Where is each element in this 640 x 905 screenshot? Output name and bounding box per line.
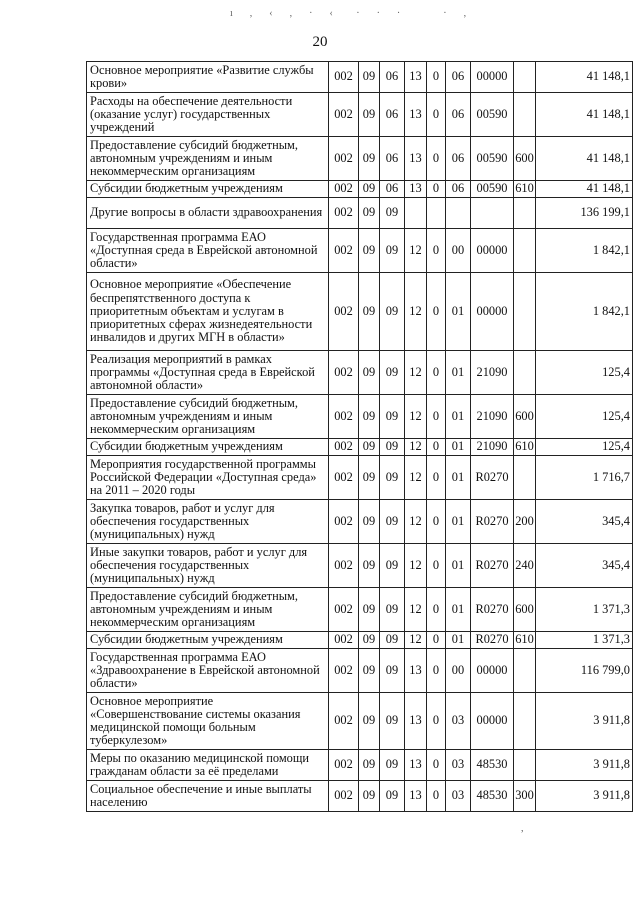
cell-subprogram-code: 0 (427, 62, 446, 93)
cell-section-code: 09 (359, 632, 380, 649)
table-row (87, 137, 633, 181)
row-name: Субсидии бюджетным учреждениям (87, 632, 329, 649)
cell-subprogram-code: 0 (427, 781, 446, 812)
cell-subprogram-code: 0 (427, 544, 446, 588)
cell-program-code: 12 (405, 395, 427, 439)
cell-ministry-code: 002 (329, 781, 359, 812)
cell-event-code: 01 (446, 544, 471, 588)
cell-ministry-code: 002 (329, 632, 359, 649)
table-row (87, 544, 633, 588)
cell-subprogram-code (427, 198, 446, 229)
page-number: 20 (312, 34, 328, 50)
cell-direction-code: 48530 (471, 781, 514, 812)
cell-subprogram-code: 0 (427, 181, 446, 198)
row-name: Другие вопросы в области здравоохранения (87, 198, 329, 229)
cell-expense-type: 610 (514, 181, 536, 198)
cell-subprogram-code: 0 (427, 137, 446, 181)
cell-expense-type (514, 351, 536, 395)
table-row (87, 351, 633, 395)
cell-amount: 125,4 (536, 395, 633, 439)
cell-program-code: 12 (405, 500, 427, 544)
cell-direction-code: 00000 (471, 649, 514, 693)
table-row (87, 781, 633, 812)
cell-program-code: 12 (405, 273, 427, 351)
cell-direction-code: R0270 (471, 632, 514, 649)
cell-section-code: 09 (359, 181, 380, 198)
cell-program-code (405, 198, 427, 229)
cell-program-code: 13 (405, 62, 427, 93)
cell-ministry-code: 002 (329, 181, 359, 198)
cell-amount: 3 911,8 (536, 750, 633, 781)
table-row (87, 500, 633, 544)
cell-section-code: 09 (359, 500, 380, 544)
cell-program-code: 13 (405, 181, 427, 198)
cell-program-code: 13 (405, 93, 427, 137)
cell-ministry-code: 002 (329, 93, 359, 137)
cell-subsection-code: 09 (380, 395, 405, 439)
row-name: Субсидии бюджетным учреждениям (87, 181, 329, 198)
cell-section-code: 09 (359, 93, 380, 137)
cell-ministry-code: 002 (329, 750, 359, 781)
table-row (87, 62, 633, 93)
cell-program-code: 13 (405, 649, 427, 693)
cell-event-code: 06 (446, 62, 471, 93)
row-name: Меры по оказанию медицинской помощи гражданам области за её пределами (87, 750, 329, 781)
budget-table (86, 61, 633, 812)
table-row (87, 273, 633, 351)
cell-amount: 1 716,7 (536, 456, 633, 500)
cell-event-code: 03 (446, 781, 471, 812)
cell-amount: 125,4 (536, 351, 633, 395)
cell-subprogram-code: 0 (427, 588, 446, 632)
cell-section-code: 09 (359, 62, 380, 93)
cell-subsection-code: 06 (380, 181, 405, 198)
cell-event-code: 00 (446, 229, 471, 273)
cell-event-code: 01 (446, 273, 471, 351)
cell-subsection-code: 09 (380, 693, 405, 750)
cell-direction-code: R0270 (471, 588, 514, 632)
cell-ministry-code: 002 (329, 137, 359, 181)
cell-subprogram-code: 0 (427, 395, 446, 439)
cell-amount: 41 148,1 (536, 181, 633, 198)
table-row (87, 588, 633, 632)
cell-section-code: 09 (359, 693, 380, 750)
table-row (87, 395, 633, 439)
cell-subsection-code: 09 (380, 588, 405, 632)
cell-expense-type: 610 (514, 632, 536, 649)
cell-ministry-code: 002 (329, 198, 359, 229)
cell-expense-type (514, 649, 536, 693)
cell-event-code (446, 198, 471, 229)
scan-marks: ı , ‹ , · ‹ · · · · , (230, 8, 471, 19)
cell-program-code: 12 (405, 544, 427, 588)
cell-subprogram-code: 0 (427, 229, 446, 273)
cell-event-code: 01 (446, 500, 471, 544)
table-row (87, 456, 633, 500)
cell-amount: 41 148,1 (536, 62, 633, 93)
cell-ministry-code: 002 (329, 693, 359, 750)
cell-subprogram-code: 0 (427, 750, 446, 781)
scan-mark-corner: , (521, 823, 524, 834)
cell-direction-code: 00590 (471, 181, 514, 198)
cell-section-code: 09 (359, 544, 380, 588)
cell-ministry-code: 002 (329, 395, 359, 439)
row-name: Мероприятия государственной программы Российской Федерации «Доступная среда» на 2011 – 2020 годы (87, 456, 329, 500)
cell-program-code: 13 (405, 781, 427, 812)
row-name: Иные закупки товаров, работ и услуг для обеспечения государственных (муниципальных) нужд (87, 544, 329, 588)
cell-expense-type (514, 273, 536, 351)
cell-amount: 125,4 (536, 439, 633, 456)
cell-expense-type: 240 (514, 544, 536, 588)
cell-program-code: 12 (405, 229, 427, 273)
cell-amount: 345,4 (536, 544, 633, 588)
row-name: Государственная программа ЕАО «Здравоохранение в Еврейской автономной области» (87, 649, 329, 693)
cell-subsection-code: 09 (380, 229, 405, 273)
cell-subsection-code: 09 (380, 781, 405, 812)
cell-direction-code: 00590 (471, 137, 514, 181)
cell-event-code: 01 (446, 456, 471, 500)
cell-subsection-code: 06 (380, 137, 405, 181)
cell-expense-type (514, 198, 536, 229)
cell-ministry-code: 002 (329, 439, 359, 456)
cell-subsection-code: 06 (380, 93, 405, 137)
cell-ministry-code: 002 (329, 456, 359, 500)
row-name: Основное мероприятие «Обеспечение беспрепятственного доступа к приоритетным объектам и услугам в приоритетных сферах жизнедеятельности инвалидов и других МГН в области» (87, 273, 329, 351)
row-name: Субсидии бюджетным учреждениям (87, 439, 329, 456)
cell-amount: 3 911,8 (536, 693, 633, 750)
cell-ministry-code: 002 (329, 588, 359, 632)
cell-event-code: 06 (446, 93, 471, 137)
cell-section-code: 09 (359, 395, 380, 439)
cell-event-code: 01 (446, 632, 471, 649)
cell-subsection-code: 09 (380, 500, 405, 544)
cell-subprogram-code: 0 (427, 439, 446, 456)
cell-section-code: 09 (359, 750, 380, 781)
cell-expense-type (514, 693, 536, 750)
cell-event-code: 01 (446, 588, 471, 632)
cell-expense-type: 200 (514, 500, 536, 544)
cell-section-code: 09 (359, 649, 380, 693)
cell-program-code: 13 (405, 693, 427, 750)
cell-expense-type (514, 229, 536, 273)
cell-amount: 1 371,3 (536, 632, 633, 649)
cell-subprogram-code: 0 (427, 500, 446, 544)
cell-direction-code: 00000 (471, 273, 514, 351)
cell-program-code: 13 (405, 137, 427, 181)
table-row (87, 649, 633, 693)
cell-subsection-code: 09 (380, 649, 405, 693)
cell-direction-code: R0270 (471, 456, 514, 500)
cell-section-code: 09 (359, 588, 380, 632)
cell-subprogram-code: 0 (427, 693, 446, 750)
cell-section-code: 09 (359, 198, 380, 229)
cell-direction-code: 21090 (471, 439, 514, 456)
cell-subprogram-code: 0 (427, 456, 446, 500)
cell-section-code: 09 (359, 439, 380, 456)
row-name: Реализация мероприятий в рамках программы «Доступная среда в Еврейской автономной области» (87, 351, 329, 395)
cell-amount: 41 148,1 (536, 93, 633, 137)
cell-amount: 1 842,1 (536, 229, 633, 273)
budget-table-body (87, 62, 633, 812)
cell-event-code: 06 (446, 181, 471, 198)
cell-direction-code: 21090 (471, 395, 514, 439)
cell-program-code: 12 (405, 456, 427, 500)
cell-event-code: 06 (446, 137, 471, 181)
cell-subsection-code: 09 (380, 544, 405, 588)
cell-subsection-code: 09 (380, 750, 405, 781)
cell-direction-code: 00590 (471, 93, 514, 137)
cell-subsection-code: 09 (380, 351, 405, 395)
cell-subprogram-code: 0 (427, 649, 446, 693)
cell-amount: 3 911,8 (536, 781, 633, 812)
cell-amount: 136 199,1 (536, 198, 633, 229)
cell-event-code: 01 (446, 439, 471, 456)
cell-expense-type: 600 (514, 588, 536, 632)
cell-section-code: 09 (359, 456, 380, 500)
cell-amount: 116 799,0 (536, 649, 633, 693)
cell-ministry-code: 002 (329, 229, 359, 273)
cell-expense-type: 610 (514, 439, 536, 456)
cell-subprogram-code: 0 (427, 632, 446, 649)
cell-subsection-code: 09 (380, 273, 405, 351)
cell-direction-code: R0270 (471, 544, 514, 588)
cell-expense-type (514, 93, 536, 137)
table-row (87, 93, 633, 137)
cell-expense-type (514, 456, 536, 500)
row-name: Основное мероприятие «Развитие службы крови» (87, 62, 329, 93)
cell-subsection-code: 09 (380, 439, 405, 456)
cell-section-code: 09 (359, 351, 380, 395)
cell-direction-code: R0270 (471, 500, 514, 544)
row-name: Предоставление субсидий бюджетным, автономным учреждениям и иным некоммерческим организациям (87, 588, 329, 632)
row-name: Социальное обеспечение и иные выплаты населению (87, 781, 329, 812)
cell-expense-type (514, 62, 536, 93)
cell-event-code: 03 (446, 693, 471, 750)
cell-direction-code: 00000 (471, 229, 514, 273)
table-row (87, 439, 633, 456)
cell-ministry-code: 002 (329, 273, 359, 351)
row-name: Основное мероприятие «Совершенствование системы оказания медицинской помощи больным туберкулезом» (87, 693, 329, 750)
cell-ministry-code: 002 (329, 649, 359, 693)
cell-expense-type: 300 (514, 781, 536, 812)
table-row (87, 181, 633, 198)
cell-event-code: 01 (446, 395, 471, 439)
cell-event-code: 01 (446, 351, 471, 395)
cell-amount: 41 148,1 (536, 137, 633, 181)
cell-event-code: 00 (446, 649, 471, 693)
cell-program-code: 12 (405, 351, 427, 395)
cell-program-code: 13 (405, 750, 427, 781)
cell-expense-type (514, 750, 536, 781)
cell-direction-code: 48530 (471, 750, 514, 781)
table-row (87, 750, 633, 781)
cell-amount: 345,4 (536, 500, 633, 544)
table-row (87, 693, 633, 750)
cell-ministry-code: 002 (329, 351, 359, 395)
table-row (87, 632, 633, 649)
row-name: Расходы на обеспечение деятельности (оказание услуг) государственных учреждений (87, 93, 329, 137)
cell-direction-code (471, 198, 514, 229)
cell-ministry-code: 002 (329, 62, 359, 93)
cell-subprogram-code: 0 (427, 93, 446, 137)
cell-subsection-code: 09 (380, 632, 405, 649)
table-row (87, 229, 633, 273)
cell-program-code: 12 (405, 439, 427, 456)
cell-ministry-code: 002 (329, 500, 359, 544)
cell-program-code: 12 (405, 588, 427, 632)
cell-direction-code: 00000 (471, 693, 514, 750)
cell-subsection-code: 09 (380, 198, 405, 229)
cell-section-code: 09 (359, 137, 380, 181)
cell-ministry-code: 002 (329, 544, 359, 588)
cell-subprogram-code: 0 (427, 273, 446, 351)
row-name: Закупка товаров, работ и услуг для обеспечения государственных (муниципальных) нужд (87, 500, 329, 544)
cell-section-code: 09 (359, 781, 380, 812)
cell-direction-code: 21090 (471, 351, 514, 395)
cell-subprogram-code: 0 (427, 351, 446, 395)
cell-event-code: 03 (446, 750, 471, 781)
table-row (87, 198, 633, 229)
cell-section-code: 09 (359, 273, 380, 351)
cell-direction-code: 00000 (471, 62, 514, 93)
cell-program-code: 12 (405, 632, 427, 649)
cell-expense-type: 600 (514, 137, 536, 181)
cell-expense-type: 600 (514, 395, 536, 439)
cell-subsection-code: 09 (380, 456, 405, 500)
cell-amount: 1 371,3 (536, 588, 633, 632)
row-name: Предоставление субсидий бюджетным, автономным учреждениям и иным некоммерческим организациям (87, 137, 329, 181)
row-name: Предоставление субсидий бюджетным, автономным учреждениям и иным некоммерческим организациям (87, 395, 329, 439)
cell-amount: 1 842,1 (536, 273, 633, 351)
cell-section-code: 09 (359, 229, 380, 273)
cell-subsection-code: 06 (380, 62, 405, 93)
row-name: Государственная программа ЕАО «Доступная среда в Еврейской автономной области» (87, 229, 329, 273)
